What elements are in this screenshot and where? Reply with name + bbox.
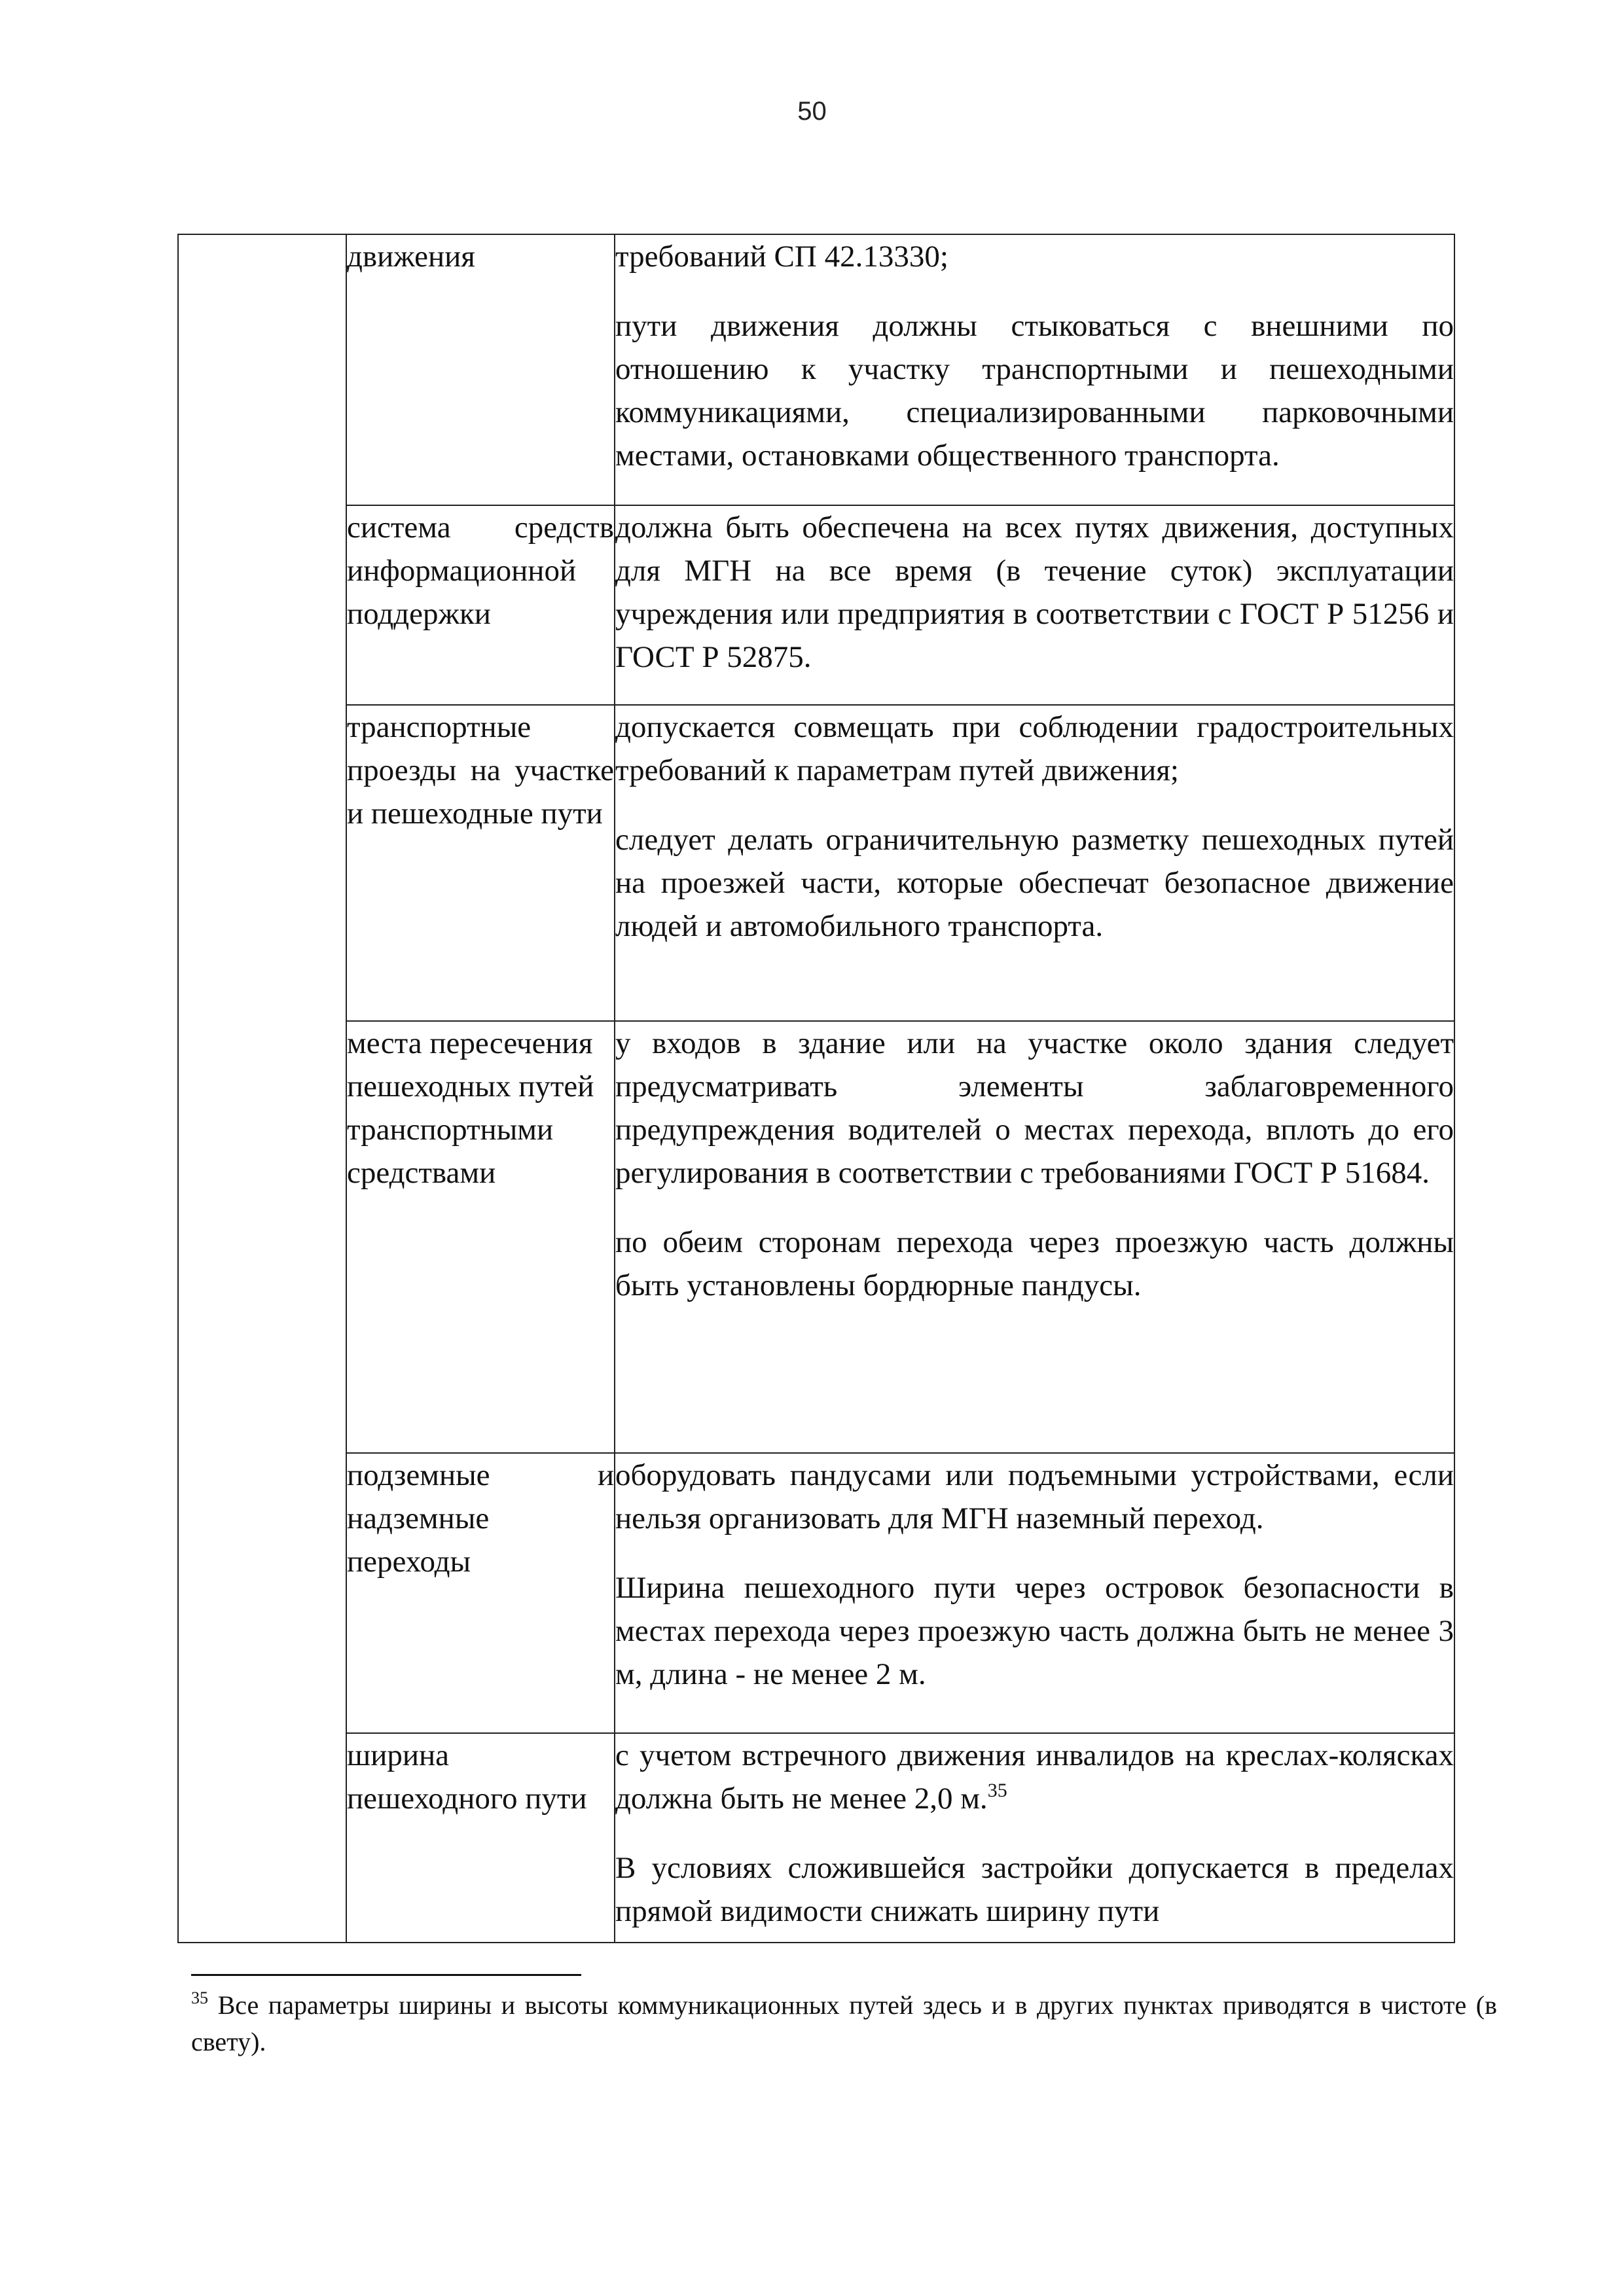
- content-paragraph: требований СП 42.13330;: [615, 240, 948, 274]
- row-content-cell: [615, 1021, 1454, 1453]
- content-paragraph: следует делать ограничительную разметку пешеходных путей на проезжей части, которые обеспечат безопасное движение людей и автомобильного транспорта.: [615, 823, 1454, 943]
- row-label-cell: [346, 705, 615, 1021]
- content-paragraph: по обеим сторонам перехода через проезжую часть должны быть установлены бордюрные пандусы.: [615, 1225, 1454, 1302]
- row-label: подземные и надземные переходы: [347, 1458, 614, 1579]
- footnote-text: Все параметры ширины и высоты коммуникационных путей здесь и в других пунктах приводятся в чистоте (в свету).: [191, 1990, 1498, 2056]
- table-row: [178, 505, 1454, 705]
- page-number: 50: [797, 97, 827, 126]
- row-label: транспортные проезды на участке и пешеходные пути: [347, 710, 614, 831]
- row-content-cell: [615, 1733, 1454, 1943]
- footnote-separator: [191, 1974, 581, 1976]
- content-paragraph: допускается совмещать при соблюдении градостроительных требований к параметрам путей движения;: [615, 710, 1454, 787]
- row-label-cell: [346, 1453, 615, 1733]
- row-label-cell: [346, 505, 615, 705]
- content-paragraph: В условиях сложившейся застройки допускается в пределах прямой видимости снижать ширину пути: [615, 1851, 1454, 1928]
- table-row: [178, 705, 1454, 1021]
- row-label-cell: [346, 1021, 615, 1453]
- requirements-table: [177, 234, 1455, 1943]
- table-row: [178, 234, 1454, 505]
- content-paragraph: Ширина пешеходного пути через островок безопасности в местах перехода через проезжую часть должна быть не менее 3 м, длина - не менее 2 м.: [615, 1571, 1454, 1691]
- row-content-cell: [615, 234, 1454, 505]
- table-cell-empty: [178, 234, 346, 1943]
- row-label: места пересечения пешеходных путей транспортными средствами: [347, 1026, 594, 1190]
- content-paragraph-text: с учетом встречного движения инвалидов на креслах-колясках должна быть не менее 2,0 м.: [615, 1738, 1454, 1816]
- table-row: [178, 1733, 1454, 1943]
- content-paragraph: у входов в здание или на участке около здания следует предусматривать элементы заблаговременного предупреждения водителей о местах перехода, вплоть до его регулирования в соответствии с требованиями ГОСТ Р 51684.: [615, 1026, 1454, 1190]
- row-content-cell: [615, 705, 1454, 1021]
- row-label: система средств информационной поддержки: [347, 511, 614, 631]
- content-paragraph: должна быть обеспечена на всех путях движения, доступных для МГН на все время (в течение суток) эксплуатации учреждения или предприятия в соответствии с ГОСТ Р 51256 и ГОСТ Р 52875.: [615, 511, 1454, 674]
- content-paragraph: оборудовать пандусами или подъемными устройствами, если нельзя организовать для МГН наземный переход.: [615, 1458, 1454, 1535]
- footnote: [191, 1987, 1497, 2060]
- footnote-number: 35: [191, 1988, 208, 2007]
- footnote-reference[interactable]: 35: [987, 1780, 1007, 1801]
- row-label: ширина пешеходного пути: [347, 1738, 587, 1816]
- row-label-cell: [346, 1733, 615, 1943]
- row-label: движения: [347, 240, 475, 274]
- row-content-cell: [615, 505, 1454, 705]
- table-row: [178, 1453, 1454, 1733]
- table-row: [178, 1021, 1454, 1453]
- content-paragraph: пути движения должны стыковаться с внешними по отношению к участку транспортными и пешеходными коммуникациями, специализированными парковочными местами, остановками общественного транспорта.: [615, 309, 1454, 473]
- row-content-cell: [615, 1453, 1454, 1733]
- row-label-cell: [346, 234, 615, 505]
- content-paragraph: [615, 1734, 1454, 1820]
